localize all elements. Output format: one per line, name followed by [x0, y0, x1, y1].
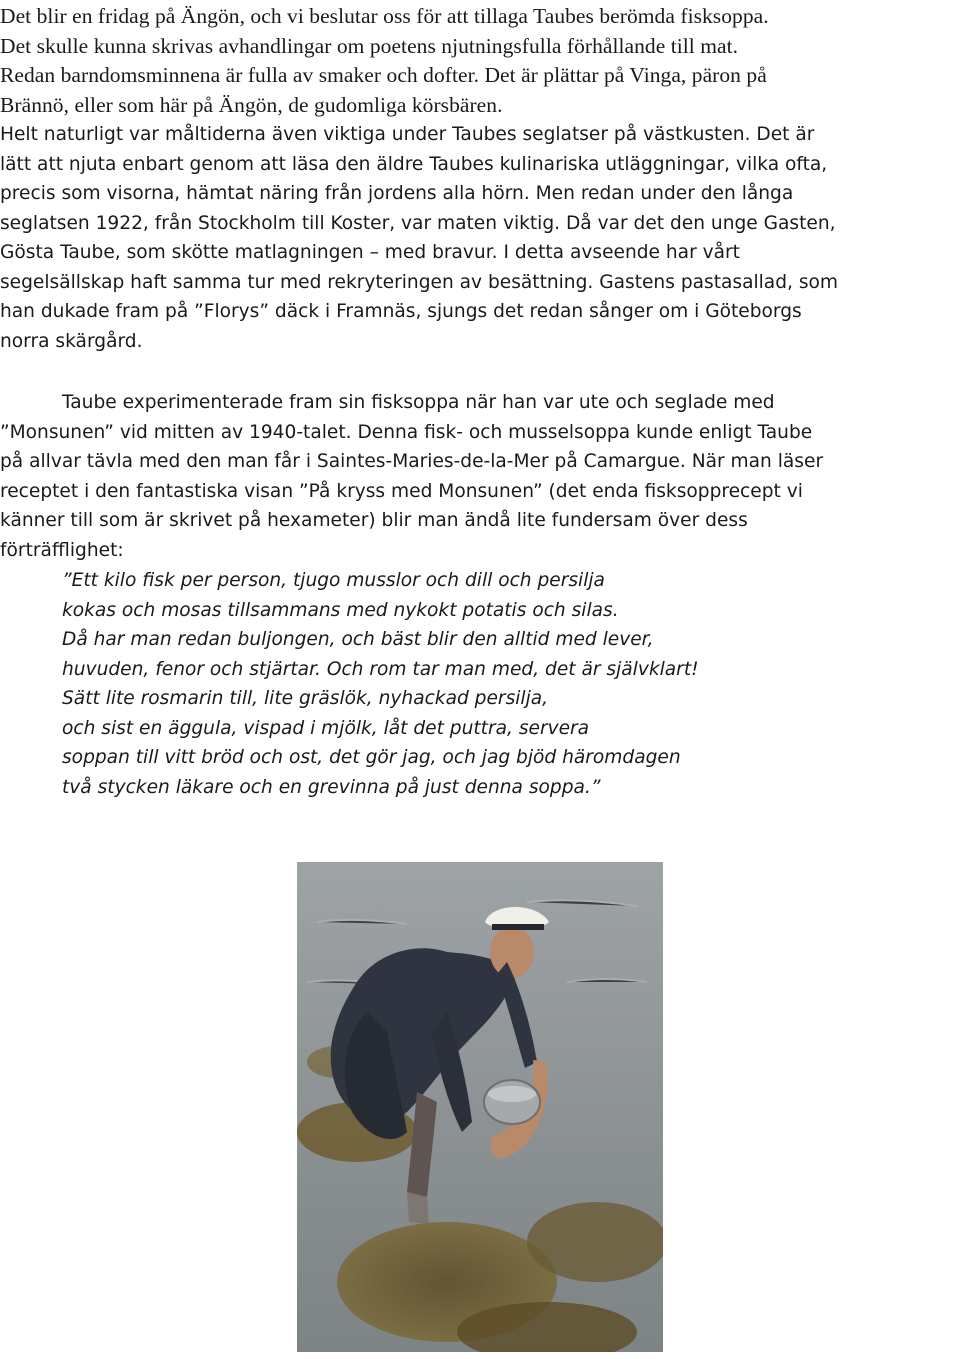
poem-line: huvuden, fenor och stjärtar. Och rom tar man med, det är självklart! — [62, 658, 699, 680]
text-line: lätt att njuta enbart genom att läsa den äldre Taubes kulinariska utläggningar, vilka ofta, — [0, 153, 828, 175]
poem-line: två stycken läkare och en grevinna på just denna soppa.” — [62, 776, 601, 798]
text-line: Helt naturligt var måltiderna även viktiga under Taubes seglatser på västkusten. Det är — [0, 124, 815, 145]
poem-line: och sist en äggula, vispad i mjölk, låt det puttra, servera — [62, 717, 590, 739]
text-line: Taube experimenterade fram sin fisksoppa när han var ute och seglade med — [62, 392, 775, 413]
text-line: Redan barndomsminnena är fulla av smaker och dofter. Det är plättar på Vinga, päron på — [0, 63, 767, 87]
paragraph-recipe — [0, 388, 960, 565]
text-line: Det skulle kunna skrivas avhandlingar om poetens njutningsfulla förhållande till mat. — [0, 33, 739, 58]
paragraph-intro — [0, 2, 960, 356]
poem-line: Då har man redan buljongen, och bäst blir den alltid med lever, — [62, 629, 654, 650]
text-line: känner till som är skrivet på hexameter) blir man ändå lite fundersam över dess — [0, 510, 748, 531]
text-line: på allvar tävla med den man får i Saintes-Maries-de-la-Mer på Camargue. När man läser — [0, 451, 824, 472]
text-line: Gösta Taube, som skötte matlagningen – med bravur. I detta avseende har vårt — [0, 242, 740, 263]
text-line: seglatsen 1922, från Stockholm till Koster, var maten viktig. Då var det den unge Gasten, — [0, 212, 836, 234]
text-line: han dukade fram på ”Florys” däck i Framnäs, sjungs det redan sånger om i Göteborgs — [0, 301, 802, 322]
text-line: Brännö, eller som här på Ängön, de gudomliga körsbären. — [0, 92, 503, 117]
text-line: Det blir en fridag på Ängön, och vi beslutar oss för att tillaga Taubes berömda fisksoppa. — [0, 4, 769, 28]
text-line: segelsällskap haft samma tur med rekryteringen av besättning. Gastens pastasallad, som — [0, 271, 838, 293]
text-line: ”Monsunen” vid mitten av 1940-talet. Denna fisk- och musselsoppa kunde enligt Taube — [0, 421, 813, 443]
text-line: precis som visorna, hämtat näring från jordens alla hörn. Men redan under den långa — [0, 183, 794, 204]
photo-man-gathering-mussels — [297, 862, 663, 1352]
poem-line: ”Ett kilo fisk per person, tjugo musslor och dill och persilja — [62, 570, 605, 591]
poem-line: Sätt lite rosmarin till, lite gräslök, nyhackad persilja, — [62, 688, 549, 709]
poem-quote — [62, 566, 960, 802]
text-line: receptet i den fantastiska visan ”På kryss med Monsunen” (det enda fisksopprecept vi — [0, 480, 803, 502]
poem-line: soppan till vitt bröd och ost, det gör jag, och jag bjöd häromdagen — [62, 747, 681, 768]
text-line: norra skärgård. — [0, 330, 143, 352]
photo-illustration — [297, 862, 663, 1352]
text-line: förträfflighet: — [0, 539, 124, 561]
poem-line: kokas och mosas tillsammans med nykokt potatis och silas. — [62, 599, 619, 621]
